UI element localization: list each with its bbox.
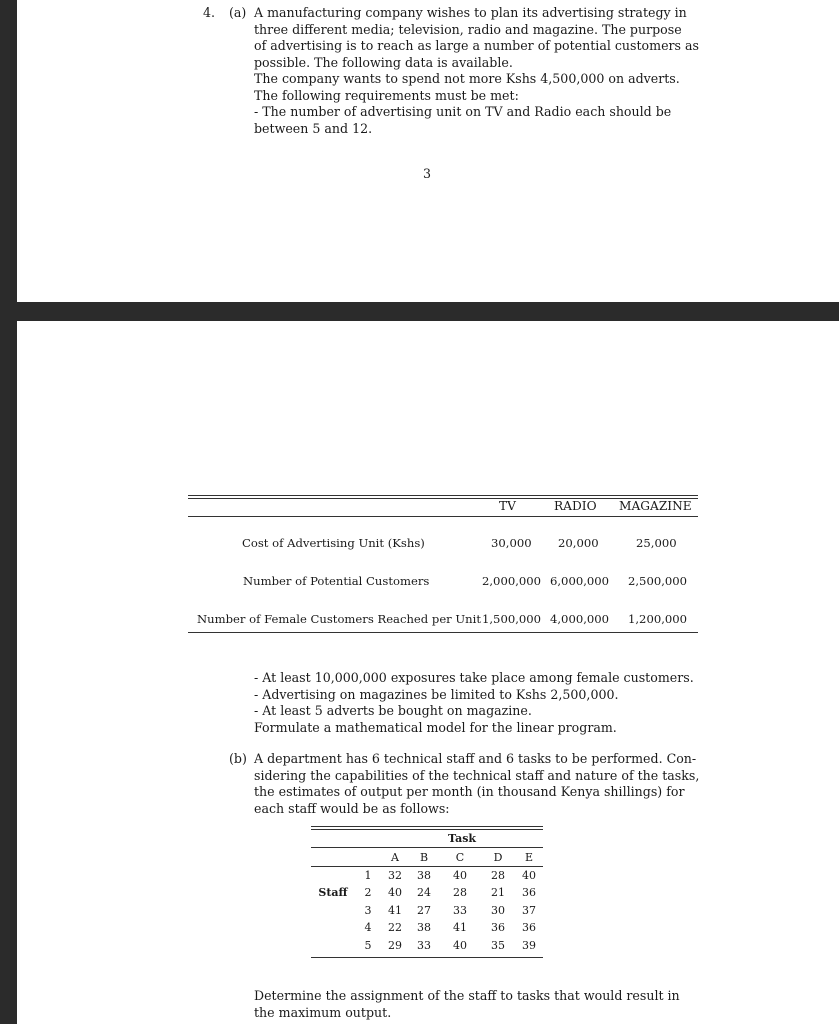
table-cell: 40 — [453, 869, 467, 882]
potential-magazine: 2,500,000 — [628, 574, 688, 588]
staff-header: Staff — [318, 886, 348, 899]
staff-id: 1 — [364, 869, 372, 882]
part-b-line: A department has 6 technical staff and 6 tasks to be performed. Con- — [254, 751, 697, 766]
table-cell: 36 — [522, 886, 536, 899]
part-b-label: (b) — [229, 751, 247, 766]
part-b-line: sidering the capabilities of the technical staff and nature of the tasks, — [254, 767, 700, 783]
table-cell: 40 — [453, 939, 467, 952]
part-a-line: three different media; television, radio and magazine. The purpose — [254, 21, 682, 37]
requirement-line: - At least 5 adverts be bought on magazine. — [254, 703, 532, 718]
table-cell: 40 — [388, 886, 402, 899]
part-a-line: The following requirements must be met: — [254, 87, 519, 103]
part-b-line: the estimates of output per month (in thousand Kenya shillings) for — [254, 784, 685, 799]
row-label-cost: Cost of Advertising Unit (Kshs) — [242, 536, 425, 550]
table-cell: 40 — [522, 869, 536, 882]
table-cell: 24 — [417, 886, 431, 899]
staff-rule-bottom — [311, 957, 543, 958]
header-tv: TV — [499, 499, 516, 513]
table-rule-bottom — [188, 632, 698, 633]
staff-id: 2 — [364, 886, 372, 899]
question-number: 4. — [203, 5, 216, 20]
female-radio: 4,000,000 — [550, 612, 610, 626]
header-radio: RADIO — [554, 499, 597, 513]
requirement-line: - Advertising on magazines be limited to Kshs 2,500,000. — [254, 686, 619, 702]
part-a-line: between 5 and 12. — [254, 120, 373, 136]
page-1 — [17, 0, 839, 302]
requirement-line: - At least 10,000,000 exposures take place among female customers. — [254, 670, 694, 685]
table-rule-top — [188, 495, 698, 496]
female-magazine: 1,200,000 — [628, 612, 688, 626]
table-cell: 37 — [522, 904, 536, 917]
table-cell: 36 — [522, 921, 536, 934]
part-a-line: possible. The following data is available. — [254, 54, 513, 70]
row-label-potential: Number of Potential Customers — [243, 574, 430, 588]
table-cell: 33 — [417, 939, 431, 952]
table-cell: 29 — [388, 939, 402, 952]
staff-id: 5 — [364, 939, 372, 952]
col-b: B — [419, 851, 429, 864]
female-tv: 1,500,000 — [482, 612, 542, 626]
page-separator — [0, 302, 839, 321]
part-b-line: each staff would be as follows: — [254, 800, 450, 816]
table-cell: 39 — [522, 939, 536, 952]
col-a: A — [391, 851, 399, 864]
table-cell: 28 — [453, 886, 467, 899]
part-a-line: The company wants to spend not more Kshs 4,500,000 on adverts. — [254, 71, 680, 86]
potential-tv: 2,000,000 — [482, 574, 542, 588]
part-a-line: of advertising is to reach as large a number of potential customers as — [254, 38, 699, 53]
table-cell: 33 — [453, 904, 467, 917]
table-cell: 38 — [417, 921, 431, 934]
staff-rule-top — [311, 826, 543, 827]
part-a-line: A manufacturing company wishes to plan its advertising strategy in — [254, 5, 687, 20]
table-cell: 27 — [417, 904, 431, 917]
staff-id: 3 — [364, 904, 372, 917]
staff-rule-cols — [311, 866, 543, 867]
table-cell: 35 — [491, 939, 505, 952]
part-a-label: (a) — [229, 5, 247, 20]
page-number: 3 — [423, 166, 432, 181]
header-magazine: MAGAZINE — [619, 499, 692, 513]
table-rule-header — [188, 516, 698, 517]
closing-line: Determine the assignment of the staff to tasks that would result in — [254, 988, 680, 1003]
potential-radio: 6,000,000 — [550, 574, 610, 588]
requirement-line: Formulate a mathematical model for the linear program. — [254, 719, 617, 735]
staff-rule-top-double — [311, 829, 543, 830]
col-e: E — [524, 851, 534, 864]
closing-line: the maximum output. — [254, 1004, 392, 1020]
table-cell: 28 — [491, 869, 505, 882]
page-2 — [17, 321, 839, 1024]
table-cell: 38 — [417, 869, 431, 882]
table-cell: 22 — [388, 921, 402, 934]
cost-magazine: 25,000 — [636, 536, 677, 550]
part-a-line: - The number of advertising unit on TV and Radio each should be — [254, 104, 672, 119]
row-label-female: Number of Female Customers Reached per Unit — [197, 612, 482, 626]
staff-rule-task — [311, 847, 543, 848]
table-cell: 30 — [491, 904, 505, 917]
col-c: C — [455, 851, 465, 864]
table-cell: 32 — [388, 869, 402, 882]
table-cell: 36 — [491, 921, 505, 934]
task-header: Task — [447, 832, 477, 845]
table-cell: 41 — [388, 904, 402, 917]
table-cell: 41 — [453, 921, 467, 934]
col-d: D — [493, 851, 503, 864]
staff-id: 4 — [364, 921, 372, 934]
cost-radio: 20,000 — [558, 536, 599, 550]
table-cell: 21 — [491, 886, 505, 899]
cost-tv: 30,000 — [491, 536, 532, 550]
